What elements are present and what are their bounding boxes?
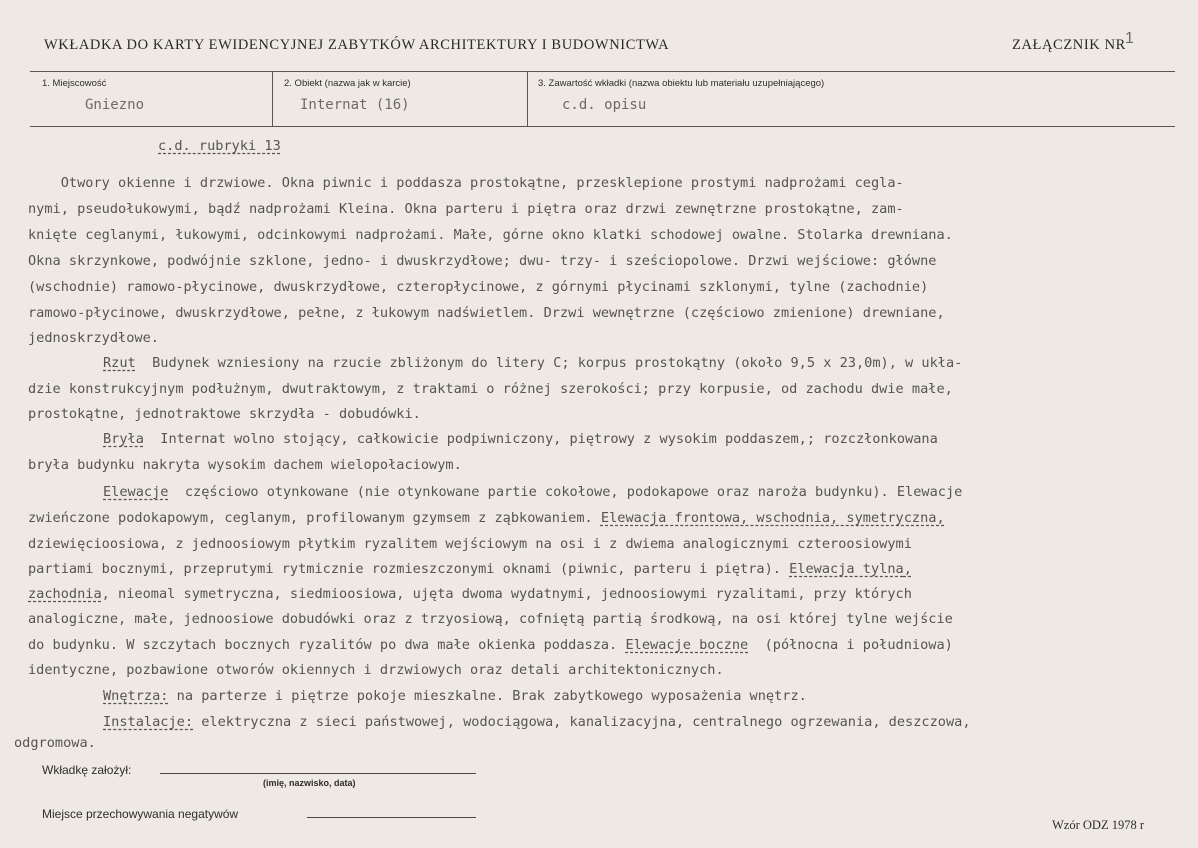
section-heading: c.d. rubryki 13 bbox=[158, 138, 281, 154]
text-segment: zwieńczone podokapowym, ceglanym, profilowanym gzymsem z ząbkowaniem. bbox=[28, 510, 601, 526]
annex-number: 1 bbox=[1125, 30, 1134, 47]
negatives-location-line bbox=[307, 817, 476, 818]
text-line: knięte ceglanymi, łukowymi, odcinkowymi nadprożami. Małe, górne okno klatki schodowej owalne. Stolarka drewniana. bbox=[28, 227, 953, 243]
wnetrza-label: Wnętrza: bbox=[103, 688, 169, 704]
content-label: 3. Zawartość wkładki (nazwa obiektu lub materiału uzupełniającego) bbox=[538, 78, 825, 89]
text-line bbox=[28, 510, 945, 526]
text-line: Internat wolno stojący, całkowicie podpiwniczony, piętrowy z wysokim poddaszem,; rozczłonkowana bbox=[143, 431, 938, 447]
field-divider-2 bbox=[527, 71, 528, 127]
boczne-label: Elewacje boczne bbox=[625, 637, 749, 653]
text-line bbox=[28, 586, 912, 602]
form-stamp: Wzór ODZ 1978 r bbox=[1052, 818, 1144, 832]
text-line: bryła budynku nakryta wysokim dachem wielopołaciowym. bbox=[28, 457, 462, 473]
text-line: prostokątne, jednotraktowe skrzydła - dobudówki. bbox=[28, 406, 421, 422]
negatives-location-label: Miejsce przechowywania negatywów bbox=[42, 807, 239, 821]
text-line: nymi, pseudołukowymi, bądź nadprożami Kleina. Okna parteru i piętra oraz drzwi zewnętrzne prostokątne, zam- bbox=[28, 201, 904, 217]
text-line: odgromowa. bbox=[14, 735, 96, 751]
frontowa-label: Elewacja frontowa, wschodnia, symetryczna, bbox=[600, 510, 945, 526]
annex-label: ZAŁĄCZNIK NR bbox=[1012, 37, 1126, 53]
field-divider-1 bbox=[272, 71, 273, 127]
text-line: jednoskrzydłowe. bbox=[28, 330, 159, 346]
card-title: WKŁADKA DO KARTY EWIDENCYJNEJ ZABYTKÓW ARCHITEKTURY I BUDOWNICTWA bbox=[44, 37, 670, 53]
object-value: Internat (16) bbox=[300, 97, 410, 113]
text-line: Otwory okienne i drzwiowe. Okna piwnic i poddasza prostokątne, przesklepione prostymi nadprożami cegla- bbox=[28, 175, 904, 191]
text-line: (wschodnie) ramowo-płycinowe, dwuskrzydłowe, czteropłycinowe, z górnymi płycinami szklonymi, tylne (zachodnie) bbox=[28, 279, 929, 295]
text-segment: partiami bocznymi, przeprutymi rytmicznie rozmieszczonymi oknami (piwnic, parteru i piętra). bbox=[28, 561, 790, 577]
instalacje-label: Instalacje: bbox=[103, 714, 194, 730]
zachodnia-label: zachodnia bbox=[28, 586, 102, 602]
text-segment: do budynku. W szczytach bocznych ryzalitów po dwa małe okienka poddasza. bbox=[28, 637, 626, 653]
bryla-label: Bryła bbox=[103, 431, 144, 447]
text-segment: elektryczna z sieci państwowej, wodociągowa, kanalizacyjna, centralnego ogrzewania, deszczowa, bbox=[193, 714, 971, 730]
text-segment: (północna i południowa) bbox=[748, 637, 953, 653]
text-segment: , nieomal symetryczna, siedmioosiowa, ujęta dwoma wydatnymi, jednoosiowymi ryzalitami, przy których bbox=[101, 586, 912, 602]
rzut-paragraph bbox=[103, 355, 962, 371]
text-line: dziewięcioosiowa, z jednoosiowym płytkim ryzalitem wejściowym na osi i z dwiema analogicznymi czteroosiowymi bbox=[28, 536, 912, 552]
wnetrza-paragraph bbox=[103, 688, 807, 704]
instalacje-paragraph bbox=[103, 714, 971, 730]
header-top-rule bbox=[30, 71, 1175, 72]
text-line: Budynek wzniesiony na rzucie zbliżonym do litery C; korpus prostokątny (około 9,5 x 23,0m), w ukła- bbox=[135, 355, 963, 371]
elewacje-paragraph bbox=[103, 484, 962, 500]
created-by-label: Wkładkę założył: bbox=[42, 763, 132, 777]
text-line bbox=[28, 637, 953, 653]
elewacje-label: Elewacje bbox=[103, 484, 169, 500]
text-line: Okna skrzynkowe, podwójnie szklone, jedno- i dwuskrzydłowe; dwu- trzy- i sześciopolowe. Drzwi wejściowe: główne bbox=[28, 253, 937, 269]
rzut-label: Rzut bbox=[103, 355, 136, 371]
created-by-hint: (imię, nazwisko, data) bbox=[263, 778, 356, 788]
text-line: częściowo otynkowane (nie otynkowane partie cokołowe, podokapowe oraz naroża budynku). Elewacje bbox=[168, 484, 963, 500]
text-segment: na parterze i piętrze pokoje mieszkalne. Brak zabytkowego wyposażenia wnętrz. bbox=[168, 688, 807, 704]
created-by-line bbox=[160, 773, 476, 774]
bryla-paragraph bbox=[103, 431, 938, 447]
locality-label: 1. Miejscowość bbox=[42, 78, 107, 89]
locality-value: Gniezno bbox=[85, 97, 145, 113]
text-line: identyczne, pozbawione otworów okiennych i drzwiowych oraz detali architektonicznych. bbox=[28, 662, 724, 678]
text-line: dzie konstrukcyjnym podłużnym, dwutraktowym, z traktami o różnej szerokości; przy korpusie, od zachodu dwie małe, bbox=[28, 381, 953, 397]
text-line: analogiczne, małe, jednoosiowe dobudówki oraz z trzyosiową, cofniętą partią środkową, na osi której tylne wejście bbox=[28, 611, 953, 627]
text-line: ramowo-płycinowe, dwuskrzydłowe, pełne, z łukowym nadświetlem. Drzwi wewnętrzne (częściowo zmienione) drewniane, bbox=[28, 305, 945, 321]
text-line: partiami bocznymi, przeprutymi rytmicznie rozmieszczonymi oknami (piwnic, parteru i piętra). Elewacja tylna, bbox=[28, 561, 912, 577]
object-label: 2. Obiekt (nazwa jak w karcie) bbox=[284, 78, 411, 89]
tylna-label: Elewacja tylna bbox=[789, 561, 904, 577]
header-bottom-rule bbox=[30, 126, 1175, 127]
content-value: c.d. opisu bbox=[562, 97, 647, 113]
